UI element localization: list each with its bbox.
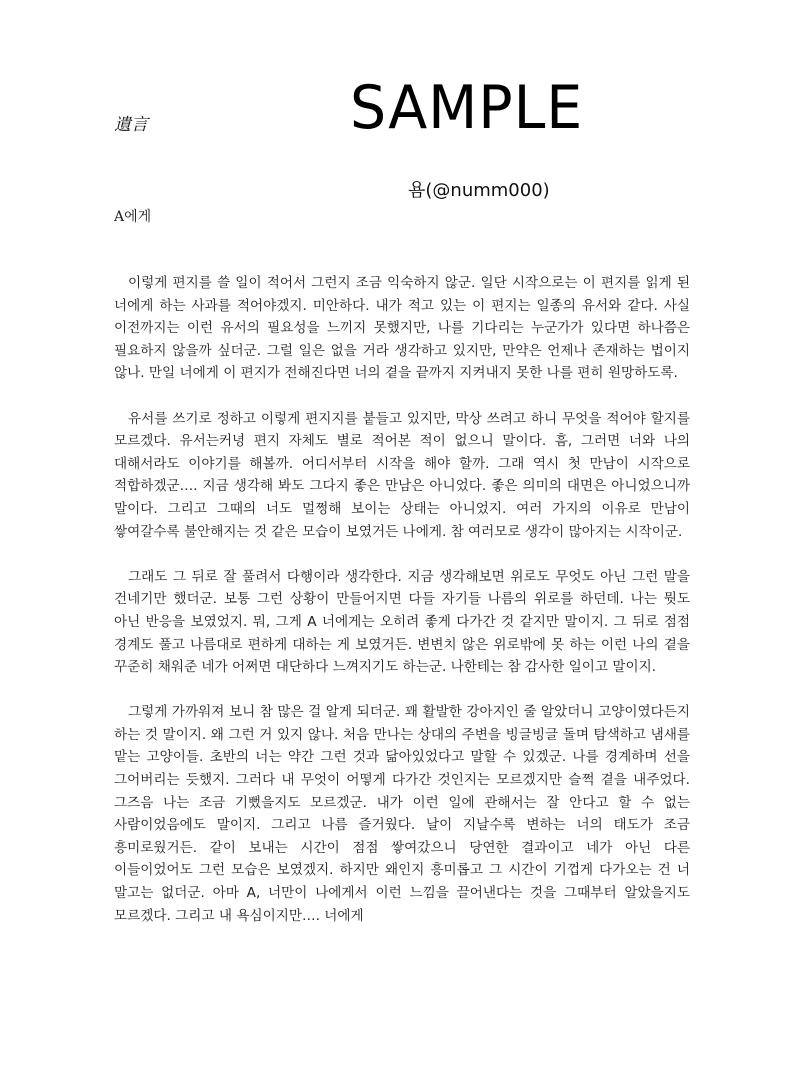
document-tag: 遺言 xyxy=(114,115,148,135)
letter-paragraph-1: 이렇게 편지를 쓸 일이 적어서 그런지 조금 익숙하지 않군. 일단 시작으로는 이 편지를 읽게 된 너에게 하는 사과를 적어야겠지. 미안하다. 내가 적고 있는 이 편지는 일종의 유서와 같다. 사실 이전까지는 이런 유서의 필요성을 느끼지 못했지만, 나를 기다리는 누군가가 있다면 하나쯤은 필요하지 않을까 싶더군. 그럴 일은 없을 거라 생각하고 있지만, 만약은 언제나 존재하는 법이지 않나. 만일 너에게 이 편지가 전해진다면 너의 곁을 끝까지 지켜내지 못한 나를 편히 원망하도록. xyxy=(114,275,690,382)
letter-paragraph-2: 유서를 쓰기로 정하고 이렇게 편지지를 붙들고 있지만, 막상 쓰려고 하니 무엇을 적어야 할지를 모르겠다. 유서는커녕 편지 자체도 별로 적어본 적이 없으니 말이다. 흠, 그러면 너와 나의 대해서라도 이야기를 해볼까. 어디서부터 시작을 해야 할까. 그래 역시 첫 만남이 시작으로 적합하겠군…. 지금 생각해 봐도 그다지 좋은 만남은 아니었다. 좋은 의미의 대면은 아니었으니까 말이다. 그리고 그때의 너도 멀쩡해 보이는 상태는 아니었지. 여러 가지의 이유로 만남이 쌓여갈수록 불안해지는 것 같은 모습이 보였거든 나에게. 참 여러모로 생각이 많아지는 시작이군. xyxy=(114,410,690,540)
letter-salutation: A에게 xyxy=(114,209,152,225)
letter-body xyxy=(114,272,690,950)
author-credit: 욤(@numm000) xyxy=(408,180,550,201)
letter-paragraph-4: 그렇게 가까워져 보니 참 많은 걸 알게 되더군. 꽤 활발한 강아지인 줄 알았더니 고양이였다든지 하는 것 말이지. 왜 그런 거 있지 않나. 처음 만나는 상대의 주변을 빙글빙글 돌며 탐색하고 냄새를 맡는 고양이들. 초반의 너는 약간 그런 것과 닮아있었다고 말할 수 있겠군. 나를 경계하며 선을 그어버리는 듯했지. 그러다 내 무엇이 어떻게 다가간 것인지는 모르겠지만 슬쩍 곁을 내주었다. 그즈음 나는 조금 기뻤을지도 모르겠군. 내가 이런 일에 관해서는 잘 안다고 할 수 없는 사람이었음에도 말이지. 그리고 나름 즐거웠다. 날이 지날수록 변하는 너의 태도가 조금 흥미로웠거든. 같이 보내는 시간이 점점 쌓여갔으니 당연한 결과이고 네가 아닌 다른 이들이었어도 그런 모습은 보였겠지. 하지만 왜인지 흥미롭고 그 시간이 기껍게 다가오는 건 너 말고는 없더군. 아마 A, 너만이 나에게서 이런 느낌을 끌어낸다는 것을 그때부터 알았을지도 모르겠다. 그리고 내 욕심이지만…. 너에게 xyxy=(114,704,690,924)
sample-watermark: SAMPLE xyxy=(350,73,584,143)
letter-paragraph-3: 그래도 그 뒤로 잘 풀려서 다행이라 생각한다. 지금 생각해보면 위로도 무엇도 아닌 그런 말을 건네기만 했더군. 보통 그런 상황이 만들어지면 다들 자기들 나름의 위로를 하던데. 나는 뭣도 아닌 반응을 보였었지. 뭐, 그게 A 너에게는 오히려 좋게 다가간 것 같지만 말이지. 그 뒤로 점점 경계도 풀고 나름대로 편하게 대하는 게 보였거든. 변변치 않은 위로밖에 못 하는 이런 나의 곁을 꾸준히 채워준 네가 어쩌면 대단하다 느껴지기도 하는군. 나한테는 참 감사한 일이고 말이지. xyxy=(114,568,690,676)
